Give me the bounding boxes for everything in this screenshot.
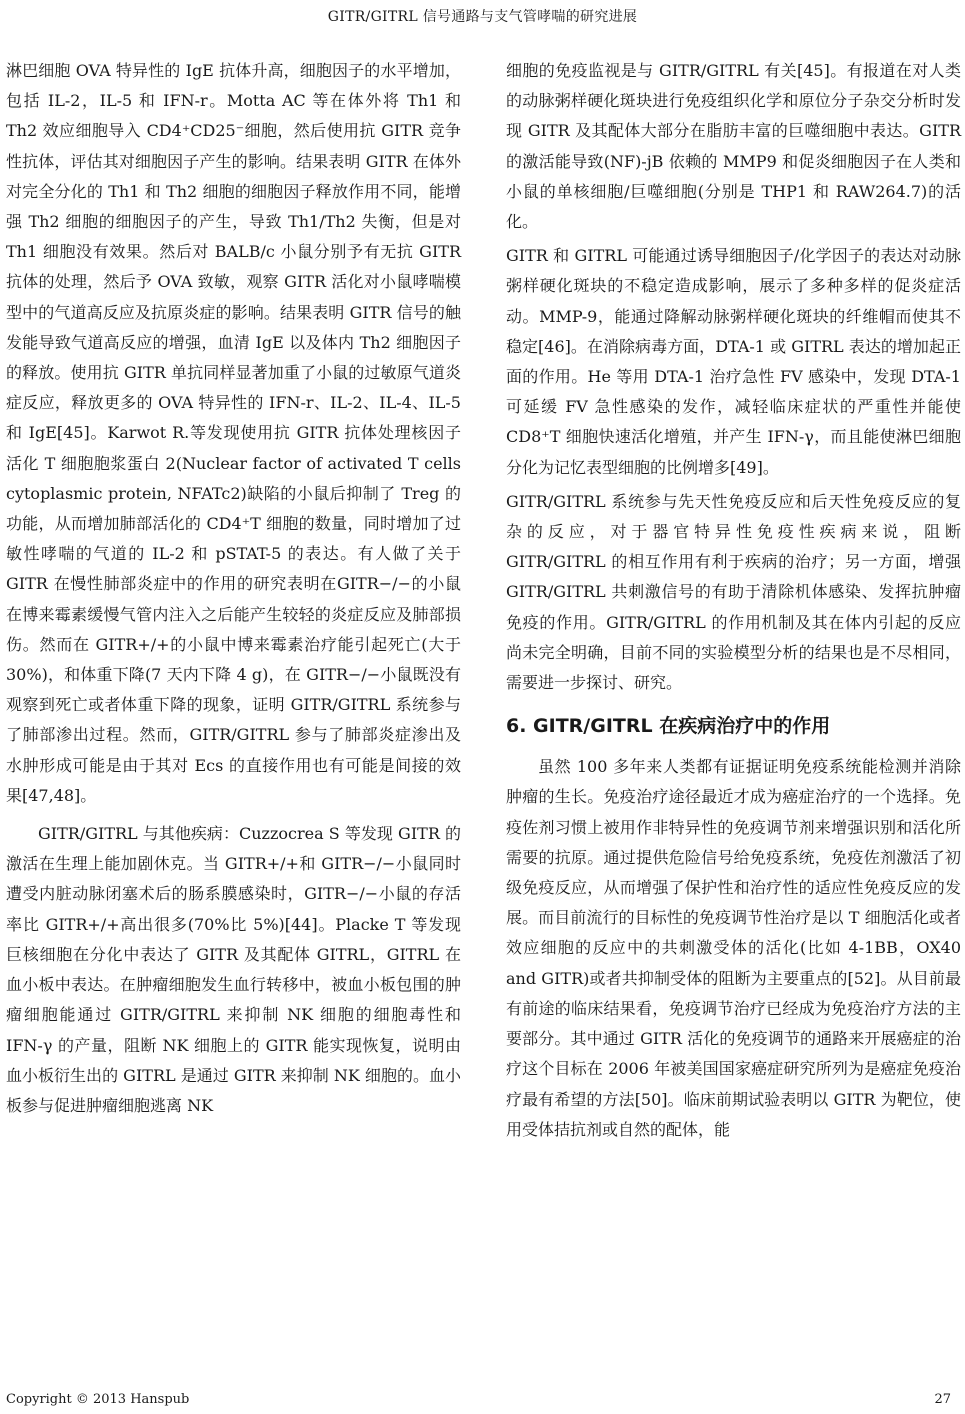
right-paragraph-2: GITR 和 GITRL 可能通过诱导细胞因子/化学因子的表达对动脉粥样硬化斑块的不稳定造成影响，展示了多种多样的促炎症活动。MMP-9，能通过降解动脉粥样硬化斑块的纤维帽而使其不稳定[46]。在消除病毒方面，DTA-1 或 GITRL 表达的增加起正面的作用。He 等用 DTA-1 治疗急性 FV 感染中，发现 DTA-1 可延缓 FV 急性感染的发作，减轻临床症状的严重性并能使 CD8⁺T 细胞快速活化增殖，并产生 IFN-γ，而且能使淋巴细胞分化为记忆表型细胞的比例增多[49]。 [506, 246, 961, 477]
right-column [506, 56, 961, 1145]
right-paragraph-4: 虽然 100 多年来人类都有证据证明免疫系统能检测并消除肿瘤的生长。免疫治疗途径最近才成为癌症治疗的一个选择。免疫佐剂习惯上被用作非特异性的免疫调节剂来增强识别和活化所需要的抗原。通过提供危险信号给免疫系统，免疫佐剂激活了初级免疫反应，从而增强了保护性和治疗性的适应性免疫反应的发展。而目前流行的目标性的免疫调节性治疗是以 T 细胞活化或者效应细胞的反应中的共刺激受体的活化(比如 4-1BB，OX40 and GITR)或者共抑制受体的阻断为主要重点的[52]。从目前最有前途的临床结果看，免疫调节治疗已经成为免疫治疗方法的主要部分。其中通过 GITR 活化的免疫调节的通路来开展癌症的治疗这个目标在 2006 年被美国国家癌症研究所列为是癌症免疫治疗最有希望的方法[50]。临床前期试验表明以 GITR 为靶位，使用受体拮抗剂或自然的配体，能 [506, 757, 961, 1139]
right-paragraph-1: 细胞的免疫监视是与 GITR/GITRL 有关[45]。有报道在对人类的动脉粥样硬化斑块进行免疫组织化学和原位分子杂交分析时发现 GITR 及其配体大部分在脂肪丰富的巨噬细胞中表达。GITR 的激活能导致(NF)-jB 依赖的 MMP9 和促炎细胞因子在人类和小鼠的单核细胞/巨噬细胞(分别是 THP1 和 RAW264.7)的活化。 [506, 61, 961, 232]
left-column [6, 56, 461, 1121]
left-paragraph-1: 淋巴细胞 OVA 特异性的 IgE 抗体升高，细胞因子的水平增加，包括 IL-2，IL-5 和 IFN-r。Motta AC 等在体外将 Th1 和 Th2 效应细胞导入 CD4⁺CD25⁻细胞，然后使用抗 GITR 竞争性抗体，评估其对细胞因子产生的影响。结果表明 GITR 在体外对完全分化的 Th1 和 Th2 细胞的细胞因子释放作用不同，能增强 Th2 细胞的细胞因子的产生，导致 Th1/Th2 失衡，但是对 Th1 细胞没有效果。然后对 BALB/c 小鼠分别予有无抗 GITR 抗体的处理，然后予 OVA 致敏，观察 GITR 活化对小鼠哮喘模型中的气道高反应及抗原炎症的影响。结果表明 GITR 信号的触发能导致气道高反应的增强，血清 IgE 以及体内 Th2 细胞因子的释放。使用抗 GITR 单抗同样显著加重了小鼠的过敏原气道炎症反应，释放更多的 OVA 特异性的 IFN-r、IL-2、IL-4、IL-5 和 IgE[45]。Karwot R.等发现使用抗 GITR 抗体处理核因子活化 T 细胞胞浆蛋白 2(Nuclear factor of activated T cells cytoplasmic protein, NFATc2)缺陷的小鼠后抑制了 Treg 的功能，从而增加肺部活化的 CD4⁺T 细胞的数量，同时增加了过敏性哮喘的气道的 IL-2 和 pSTAT-5 的表达。有人做了关于 GITR 在慢性肺部炎症中的作用的研究表明在GITR−/−的小鼠在博来霉素缓慢气管内注入之后能产生较轻的炎症反应及肺部损伤。然而在 GITR+/+的小鼠中博来霉素治疗能引起死亡(大于 30%)，和体重下降(7 天内下降 4 g)，在 GITR−/−小鼠既没有观察到死亡或者体重下降的现象，证明 GITR/GITRL 系统参与了肺部渗出过程。然而，GITR/GITRL 参与了肺部炎症渗出及水肿形成可能是由于其对 Ecs 的直接作用也有可能是间接的效果[47,48]。 [6, 61, 461, 805]
right-paragraph-3: GITR/GITRL 系统参与先天性免疫反应和后天性免疫反应的复杂的反应，对于器官特异性免疫性疾病来说，阻断 GITR/GITRL 的相互作用有利于疾病的治疗；另一方面，增强 GITR/GITRL 共刺激信号的有助于清除机体感染、发挥抗肿瘤免疫的作用。GITR/GITRL 的作用机制及其在体内引起的反应尚未完全明确，目前不同的实验模型分析的结果也是不尽相同，需要进一步探讨、研究。 [506, 491, 961, 693]
footer-copyright: Copyright © 2013 Hanspub [6, 1392, 190, 1407]
left-paragraph-2: GITR/GITRL 与其他疾病：Cuzzocrea S 等发现 GITR 的激活在生理上能加剧休克。当 GITR+/+和 GITR−/−小鼠同时遭受内脏动脉闭塞术后的肠系膜感染时，GITR−/−小鼠的存活率比 GITR+/+高出很多(70%比 5%)[44]。Placke T 等发现巨核细胞在分化中表达了 GITR 及其配体 GITRL，GITRL 在血小板中表达。在肿瘤细胞发生血行转移中，被血小板包围的肿瘤细胞能通过 GITR/GITRL 来抑制 NK 细胞的细胞毒性和 IFN-γ 的产量，阻断 NK 细胞上的 GITR 能实现恢复，说明由血小板衍生出的 GITRL 是通过 GITR 来抑制 NK 细胞的。血小板参与促进肿瘤细胞逃离 NK [6, 824, 461, 1115]
page-number: 27 [934, 1392, 951, 1407]
section-heading: 6. GITR/GITRL 在疾病治疗中的作用 [506, 715, 831, 738]
running-title: GITR/GITRL 信号通路与支气管哮喘的研究进展 [327, 9, 638, 25]
